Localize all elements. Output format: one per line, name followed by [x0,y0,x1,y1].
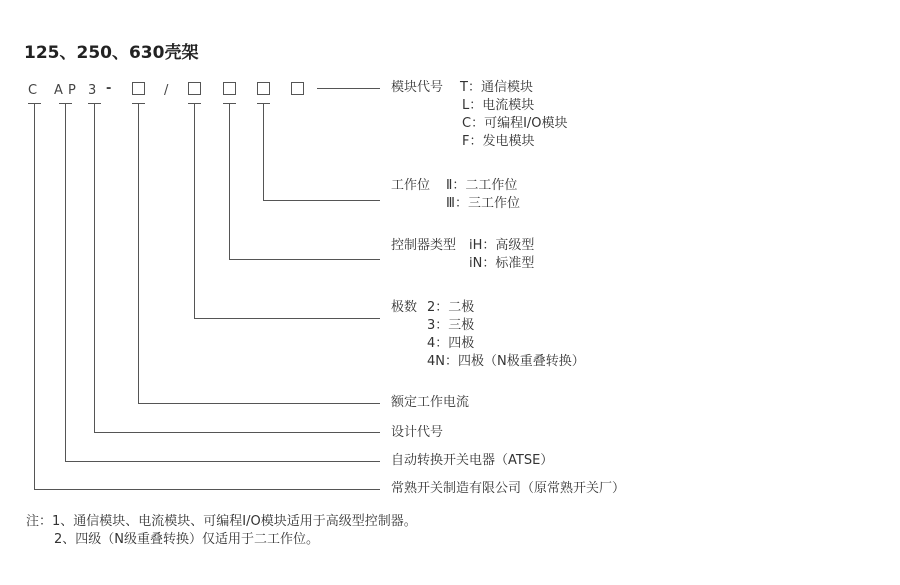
code-letter-a: A [54,83,63,98]
label-position: 工作位 [391,178,431,193]
label-design: 设计代号 [391,425,444,440]
controller-option-in: iN：标准型 [469,256,535,271]
code-box-poles [189,83,201,95]
poles-option-4n: 4N：四极（N极重叠转换） [427,354,585,369]
position-option-3: Ⅲ：三工作位 [446,196,520,211]
code-box-module [292,83,304,95]
poles-option-4: 4：四极 [427,336,475,351]
module-option-l: L：电流模块 [462,98,535,113]
label-controller: 控制器类型 [391,238,457,253]
line-product [66,104,381,462]
note-2: 2、四级（N级重叠转换）仅适用于二工作位。 [54,532,319,547]
code-box-position [258,83,270,95]
module-option-f: F：发电模块 [462,134,535,149]
code-digit-3: 3 [88,83,97,98]
poles-option-3: 3：三极 [427,318,475,333]
line-current [139,104,381,404]
label-module: 模块代号 [391,80,444,95]
code-slash: / [164,83,169,98]
module-option-c: C：可编程I/O模块 [462,116,568,131]
line-controller [230,104,381,260]
code-dash: - [106,81,112,96]
code-box-current [133,83,145,95]
controller-option-ih: iH：高级型 [469,238,535,253]
poles-option-2: 2：二极 [427,300,475,315]
label-poles: 极数 [391,300,418,315]
module-option-t: T：通信模块 [460,80,533,95]
code-box-controller [224,83,236,95]
note-1: 注：1、通信模块、电流模块、可编程I/O模块适用于高级型控制器。 [26,514,417,529]
line-position [264,104,381,201]
line-poles [195,104,381,319]
position-option-2: Ⅱ：二工作位 [446,178,518,193]
page-title: 125、250、630壳架 [24,43,199,63]
line-design [95,104,381,433]
code-letter-p: P [68,83,76,98]
line-maker [35,104,381,490]
label-maker: 常熟开关制造有限公司（原常熟开关厂） [391,481,626,496]
label-product: 自动转换开关电器（ATSE） [391,453,554,468]
code-letter-c: C [28,83,38,98]
label-current: 额定工作电流 [391,395,470,410]
